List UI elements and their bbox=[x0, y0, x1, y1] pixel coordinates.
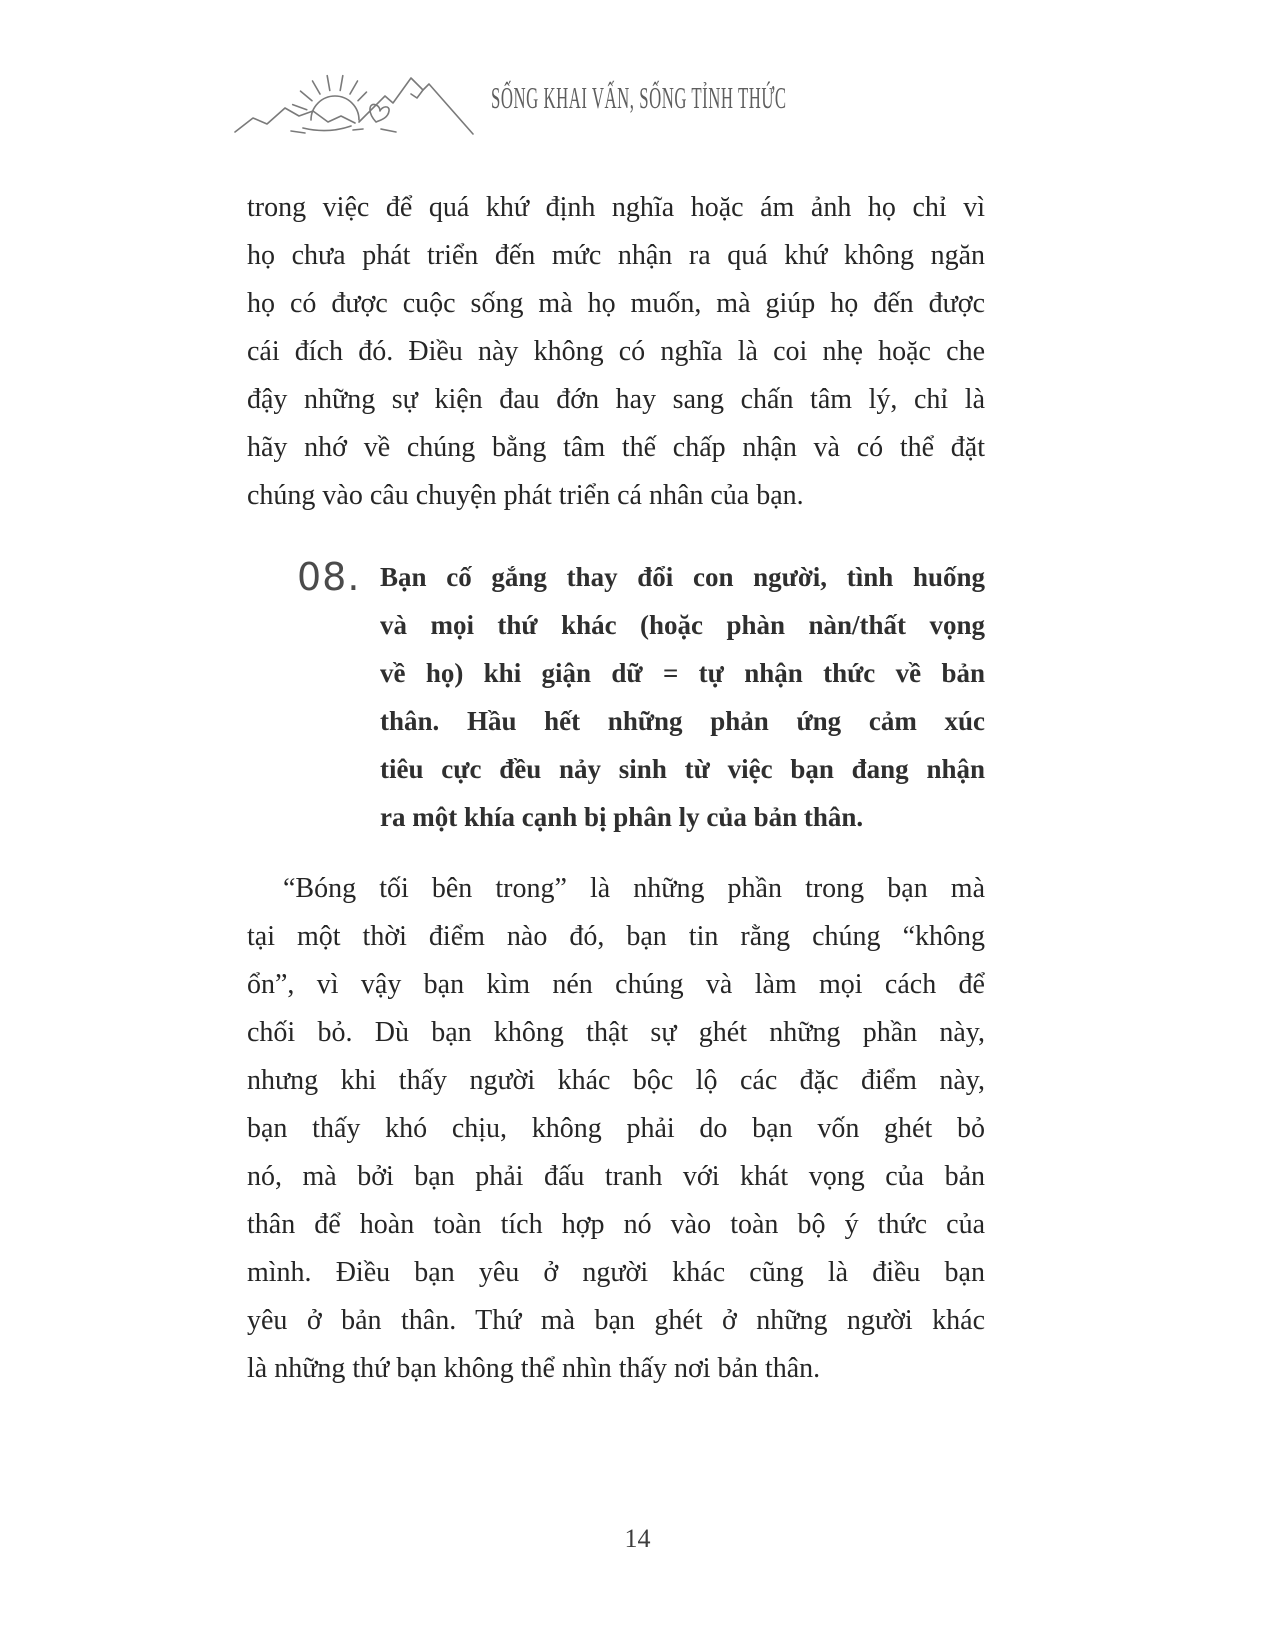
list-item-text: Bạn cố gắng thay đổi con người, tình huống và mọi thứ khác (hoặc phàn nàn/thất vọng về họ) khi giận dữ = tự nhận thức về bản thân. Hầu hết những phản ứng cảm xúc tiêu cực đều nảy sinh từ việc bạn đang nhận ra một khía cạnh bị phân ly của bản thân. bbox=[380, 562, 985, 832]
list-item-number: 08. bbox=[297, 555, 361, 599]
page-number: 14 bbox=[624, 1524, 651, 1553]
paragraph-2: “Bóng tối bên trong” là những phần trong bạn mà tại một thời điểm nào đó, bạn tin rằng chúng “không ổn”, vì vậy bạn kìm nén chúng và làm mọi cách để chối bỏ. Dù bạn không thật sự ghét những phần này, nhưng khi thấy người khác bộc lộ các đặc điểm này, bạn thấy khó chịu, không phải do bạn vốn ghét bỏ nó, mà bởi bạn phải đấu tranh với khát vọng của bản thân để hoàn toàn tích hợp nó vào toàn bộ ý thức của mình. Điều bạn yêu ở người khác cũng là điều bạn yêu ở bản thân. Thứ mà bạn ghét ở những người khác là những thứ bạn không thể nhìn thấy nơi bản thân. bbox=[247, 873, 985, 1384]
page-header bbox=[233, 54, 1038, 142]
numbered-list-item bbox=[247, 553, 985, 841]
running-head-title: SỐNG KHAI VẤN, SỐNG TỈNH THỨC bbox=[491, 80, 787, 115]
paragraph-1: trong việc để quá khứ định nghĩa hoặc ám ảnh họ chỉ vì họ chưa phát triển đến mức nhận ra quá khứ không ngăn họ có được cuộc sống mà họ muốn, mà giúp họ đến được cái đích đó. Điều này không có nghĩa là coi nhẹ hoặc che đậy những sự kiện đau đớn hay sang chấn tâm lý, chỉ là hãy nhớ về chúng bằng tâm thế chấp nhận và có thể đặt chúng vào câu chuyện phát triển cá nhân của bạn. bbox=[247, 192, 985, 511]
page-footer bbox=[0, 1524, 1275, 1554]
mountains-sunrise-heart-icon bbox=[233, 56, 485, 140]
